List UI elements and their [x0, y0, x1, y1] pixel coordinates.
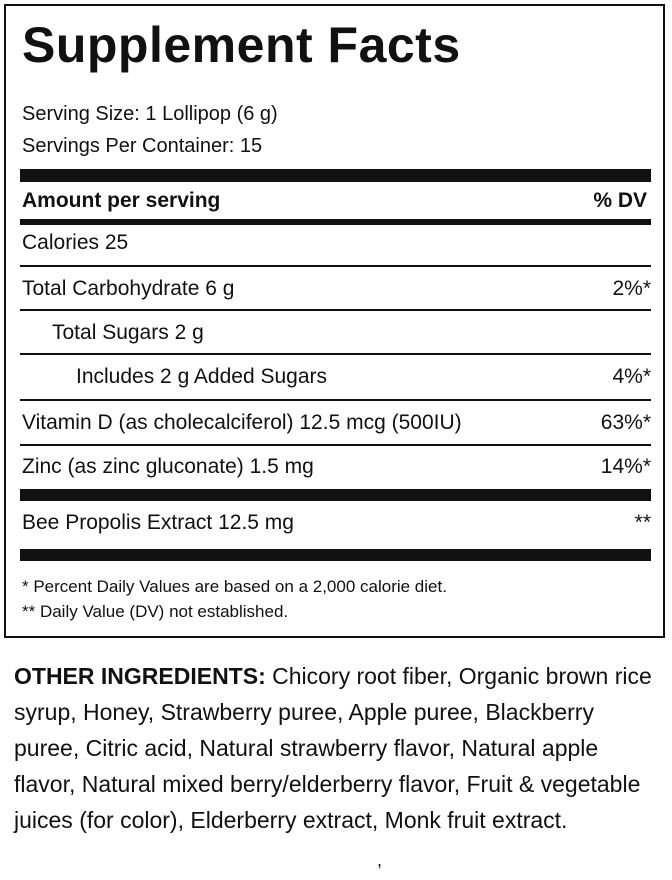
nutrient-dv: **	[634, 511, 651, 534]
medium-divider	[20, 219, 651, 225]
footnote-dv: * Percent Daily Values are based on a 2,000 calorie diet.	[22, 577, 447, 596]
dv-header: % DV	[593, 189, 647, 212]
other-ingredients-text: Chicory root fiber, Organic brown rice syrup, Honey, Strawberry puree, Apple puree, Blackberry puree, Citric acid, Natural strawberry flavor, Natural apple flavor, Natural mixed berry/elderberry flavor, Fruit & vegetable juices (for color), Elderberry extract, Monk fruit extract.	[14, 663, 652, 833]
supplement-facts-panel	[4, 4, 665, 638]
stray-mark: ,	[377, 850, 383, 870]
panel-title: Supplement Facts	[22, 17, 461, 73]
amount-per-serving-label: Amount per serving	[22, 189, 221, 212]
serving-size: Serving Size: 1 Lollipop (6 g)	[22, 103, 278, 125]
row-divider	[20, 353, 651, 355]
nutrient-label: Includes 2 g Added Sugars	[76, 365, 328, 388]
thick-divider	[20, 169, 651, 182]
nutrient-row	[20, 360, 651, 394]
nutrient-row	[20, 450, 651, 484]
other-ingredients	[14, 658, 662, 838]
nutrient-dv: 14%*	[600, 455, 651, 478]
row-divider	[20, 399, 651, 401]
servings-per-container: Servings Per Container: 15	[22, 135, 263, 157]
nutrient-label: Calories 25	[22, 231, 129, 254]
nutrient-label: Total Sugars 2 g	[52, 321, 204, 344]
nutrient-label: Total Carbohydrate 6 g	[22, 277, 235, 300]
nutrient-row	[20, 406, 651, 440]
nutrient-label: Vitamin D (as cholecalciferol) 12.5 mcg (500IU)	[22, 411, 462, 434]
thick-divider	[20, 489, 651, 501]
nutrient-row	[20, 272, 651, 306]
row-divider	[20, 309, 651, 311]
nutrient-row	[20, 226, 651, 260]
thick-divider	[20, 549, 651, 561]
nutrient-row	[20, 506, 651, 540]
other-ingredients-heading: OTHER INGREDIENTS:	[14, 663, 266, 689]
nutrient-dv: 4%*	[612, 365, 651, 388]
nutrient-label: Bee Propolis Extract 12.5 mg	[22, 511, 294, 534]
row-divider	[20, 444, 651, 446]
nutrient-row	[20, 316, 651, 350]
footnote-not-established: ** Daily Value (DV) not established.	[22, 602, 289, 621]
nutrient-label: Zinc (as zinc gluconate) 1.5 mg	[22, 455, 314, 478]
nutrient-dv: 63%*	[600, 411, 651, 434]
header-row	[20, 184, 651, 218]
row-divider	[20, 265, 651, 267]
nutrient-dv: 2%*	[612, 277, 651, 300]
